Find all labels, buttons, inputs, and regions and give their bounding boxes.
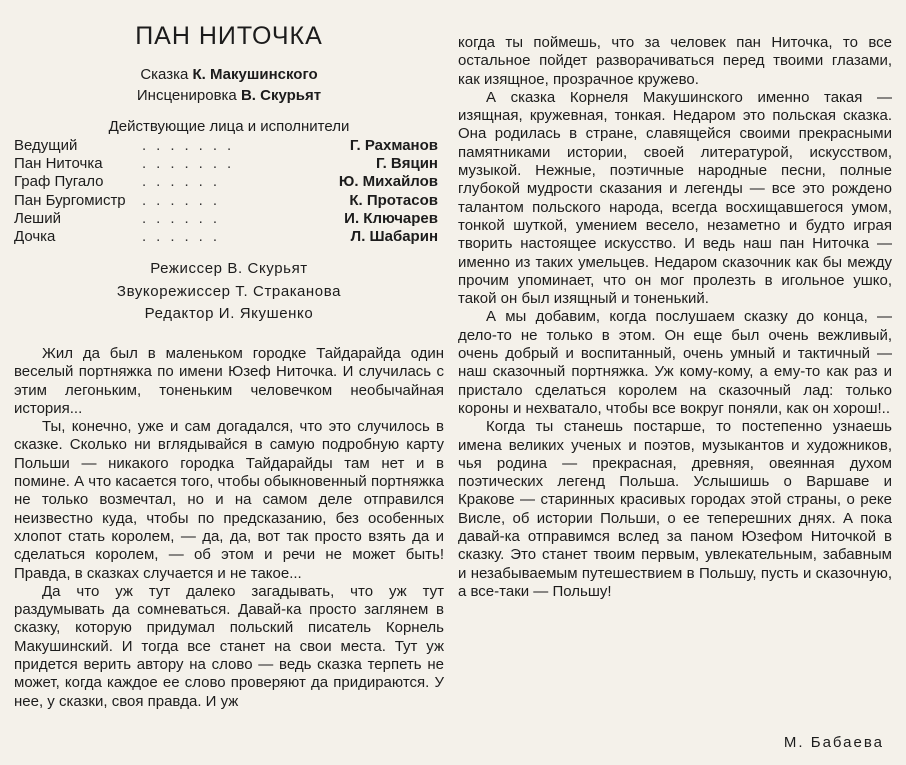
staging-author: В. Скурьят	[240, 87, 322, 104]
cast-row	[14, 137, 438, 155]
cast-role: Пан Ниточка	[14, 155, 103, 173]
left-body-text	[14, 345, 444, 711]
cast-actor: К. Протасов	[349, 191, 438, 209]
cast-row	[14, 210, 438, 228]
cast-actor: Ю. Михайлов	[338, 173, 438, 191]
leader-dots: .......	[142, 155, 242, 173]
cast-role: Граф Пугало	[14, 173, 104, 191]
cast-row	[14, 155, 438, 173]
paragraph: Ты, конечно, уже и сам догадался, что это случилось в сказке. Сколько ни вглядывайся в самую подробную карту Польши — никакого городка Тайдарайды там нет и в помине. А что касается того, чтобы обыкновенный портняжка не только возмечтал, но и на самом деле отправился неизвестно куда, чтобы по предсказанию, без особенных хлопот стать королем, — да, да, вот так просто взять да и сделаться королем, — об этом и речи не может быть! Правда, в сказках случается и не такое...	[14, 418, 444, 582]
cast-actor: Л. Шабарин	[350, 227, 438, 245]
cast-list	[14, 137, 438, 246]
leader-dots: ......	[142, 209, 228, 227]
cast-actor: Г. Рахманов	[349, 137, 438, 154]
page-title: ПАН НИТОЧКА	[135, 22, 323, 50]
cast-role: Леший	[14, 209, 61, 227]
story-author: К. Макушинского	[192, 66, 318, 83]
staging-credit	[14, 87, 444, 104]
paragraph: Когда ты станешь постарше, то постепенно узнаешь имена великих ученых и поэтов, музыкантов и художников, чья родина — прекрасная, древняя, овеянная духом поэтических легенд Польша. Услышишь о Варшаве и Кракове — старинных красивых городах этой страны, о реке Висле, об истории Польши, о ее теперешних днях. А пока давай-ка отправимся вслед за паном Юзефом Ниточкой в сказку. Это станет твоим первым, увлекательным, забавным и незабываемым путешествием в Польшу, пусть и сказочную, а все-таки — Польшу!	[458, 418, 892, 600]
paragraph: Жил да был в маленьком городке Тайдарайда один веселый портняжка по имени Юзеф Ниточка. И случилась с этим легоньким, тоненьким человечком необычайная история...	[14, 345, 444, 417]
cast-actor: И. Ключарев	[344, 209, 438, 227]
leader-dots: ......	[142, 227, 228, 245]
story-label: Сказка	[140, 66, 189, 83]
paragraph: Да что уж тут далеко загадывать, что уж тут раздумывать да сомневаться. Давай-ка просто заглянем в сказку, которую придумал польский писатель Корнель Макушинский. И тогда все станет на свои места. Тут уж придется верить автору на слово — ведь сказка терпеть не может, когда каждое ее слово проверяют да придираются. У нее, у сказки, своя правда. И уж	[14, 582, 444, 710]
cast-role: Дочка	[14, 227, 56, 245]
cast-role: Ведущий	[14, 137, 78, 154]
cast-row	[14, 192, 438, 210]
cast-row	[14, 173, 438, 191]
right-body-text	[458, 34, 892, 601]
sound-credit: Звукорежиссер Т. Стракaнова	[116, 283, 342, 300]
cast-heading: Действующие лица и исполнители	[108, 118, 350, 135]
editor-credit: Редактор И. Якушенко	[144, 305, 314, 322]
cast-row	[14, 228, 438, 246]
director-credit: Режиссер В. Скурьят	[150, 260, 308, 277]
paragraph: А сказка Корнеля Макушинского именно такая — изящная, кружевная, тонкая. Недаром это польская сказка. Она родилась в стране, славящейся своими прекрасными памятниками истории, своей литературой, искусством, музыкой. Нежные, поэтичные народные песни, полные глубокой мудрости сказания и легенды — все это рождено талантом польского народа, всегда восхищавшегося умом, тонкой шуткой, умением весело, незаметно и будто играя творить настоящее искусство. И ведь наш пан Ниточка — именно из таких умельцев. Недаром сказочник как бы между прочим упоминает, что он мог пролезть в игольное ушко, такой он был изящный и тоненький.	[458, 88, 892, 308]
leader-dots: ......	[142, 173, 228, 191]
cast-actor: Г. Вяцин	[375, 155, 438, 173]
story-credit	[14, 66, 444, 83]
leader-dots: .......	[142, 137, 242, 154]
cast-role: Пан Бургомистр	[14, 191, 126, 209]
staging-label: Инсценировка	[136, 87, 237, 104]
leader-dots: ......	[142, 191, 228, 209]
paragraph: А мы добавим, когда послушаем сказку до конца, — дело-то не только в этом. Он еще был очень вежливый, очень добрый и воспитанный, очень умный и тактичный — наш сказочный портняжка. Уж кому-кому, а ему-то как раз и пристало сделаться королем на сказочный лад: только короны и нехватало, чтобы все вокруг поняли, как он хорош!..	[458, 308, 892, 417]
author-signature: М. Бабаева	[783, 734, 884, 751]
paragraph-continued: когда ты поймешь, что за человек пан Ниточка, то все остальное пойдет разворачиваться перед твоими глазами, как изящное, прозрачное кружево.	[458, 34, 892, 88]
